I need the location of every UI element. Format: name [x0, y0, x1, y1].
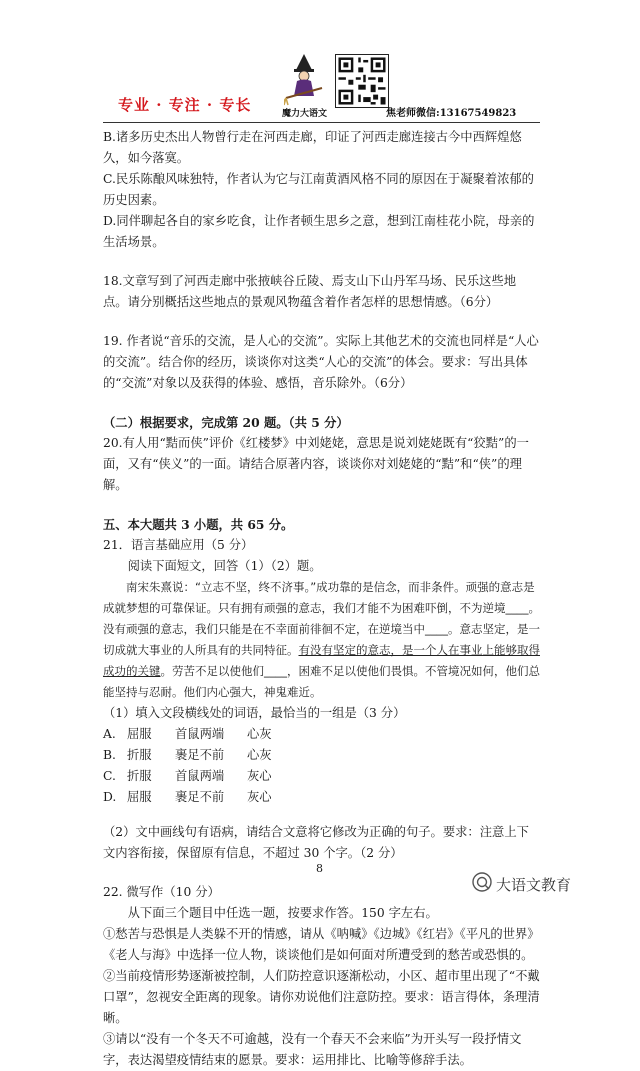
question-21-sub-1: （1）填入文段横线处的词语，最恰当的一组是（3 分）: [103, 706, 406, 720]
passage-underlined-sentence: 有没有坚定的意志，是一个人在事业上能够取得成功的关键: [103, 643, 540, 678]
choice-d: D. 屈服 裹足不前 灰心: [103, 790, 272, 804]
option-d: D.同伴聊起各自的家乡吃食，让作者顿生思乡之意，想到江南桂花小院，母亲的生活场景。: [103, 214, 535, 249]
header-divider: [103, 122, 540, 123]
wechat-official-account-icon: [472, 872, 492, 892]
teacher-contact: 焦老师微信:13167549823: [386, 108, 517, 119]
question-21-instruction: 阅读下面短文，回答（1）（2）题。: [127, 559, 322, 573]
question-20: 20.有人用“黠而侠”评价《红楼梦》中刘姥姥，意思是说刘姥姥既有“狡黠”的一面，又有“侠义”的一面。请结合原著内容，谈谈你对刘姥姥的“黠”和“侠”的理解。: [103, 436, 529, 492]
passage-part-2: 。劳苦不足以使他们____，困难不足以使他们畏惧。不管境况如何，他们总能坚持与忍耐。他们内心强大，神鬼难近。: [103, 664, 540, 699]
slogan: 专业 · 专注 · 专长: [118, 96, 252, 114]
page-number: 8: [316, 862, 323, 875]
qr-code-icon: [335, 54, 389, 108]
question-22-intro: 从下面三个题目中任选一题，按要求作答。150 字左右。: [127, 906, 438, 920]
section-2-heading: （二）根据要求，完成第 20 题。（共 5 分）: [103, 415, 349, 430]
exam-content: [103, 127, 540, 1071]
question-18: 18.文章写到了河西走廊中张掖峡谷丘陵、焉支山下山丹军马场、民乐这些地点。请分别概括这些地点的景观风物蕴含着作者怎样的思想情感。（6分）: [103, 274, 517, 309]
passage-part-1: 南宋朱熹说：“立志不坚，终不济事。”成功靠的是信念，而非条件。顽强的意志是成就梦想的可靠保证。只有拥有顽强的意志，我们才能不为困难吓倒，不为逆境____。没有顽强的意志，我们只能是在不幸面前徘徊不定，在逆境当中____。意志坚定，是一切成就大事业的人所具有的共同特征。: [103, 580, 540, 657]
question-21-sub-2: （2）文中画线句有语病，请结合文意将它修改为正确的句子。要求：注意上下文内容衔接，保留原有信息，不超过 30 个字。（2 分）: [103, 825, 529, 860]
choice-b: B. 折服 裹足不前 心灰: [103, 748, 272, 762]
choice-c: C. 折服 首鼠两端 灰心: [103, 769, 272, 783]
question-22-title: 22. 微写作（10 分）: [103, 885, 220, 899]
question-19: 19. 作者说“音乐的交流，是人心的交流”。实际上其他艺术的交流也同样是“人心的交流”。结合你的经历，谈谈你对这类“人心的交流”的体会。要求：写出具体的“交流”对象以及获得的体验、感悟，音乐除外。（6分）: [103, 334, 539, 390]
option-c: C.民乐陈酿风味独特，作者认为它与江南黄酒风格不同的原因在于凝聚着浓郁的历史因素。: [103, 172, 534, 207]
page-header: [0, 0, 640, 128]
brand-name: 魔力大语文: [282, 109, 328, 119]
option-b: B.诸多历史杰出人物曾行走在河西走廊，印证了河西走廊连接古今中西辉煌悠久，如今落寞。: [103, 130, 522, 165]
question-22-item-2: ②当前疫情形势逐渐被控制，人们防控意识逐渐松动，小区、超市里出现了“不戴口罩”，忽视安全距离的现象。请你劝说他们注意防控。要求：语言得体，条理清晰。: [103, 969, 540, 1025]
choice-a: A. 屈服 首鼠两端 心灰: [103, 727, 272, 741]
question-22-item-1: ①愁苦与恐惧是人类躲不开的情感，请从《呐喊》《边城》《红岩》《平凡的世界》《老人与海》中选择一位人物，谈谈他们是如何面对所遭受到的愁苦或恐惧的。: [103, 927, 540, 962]
question-22-item-3: ③请以“没有一个冬天不可逾越，没有一个春天不会来临”为开头写一段抒情文字，表达渴望疫情结束的愿景。要求：运用排比、比喻等修辞手法。: [103, 1032, 522, 1067]
reading-passage: [103, 577, 540, 703]
watermark: 大语文教育: [496, 876, 572, 894]
section-5-heading: 五、本大题共 3 小题，共 65 分。: [103, 517, 294, 532]
witch-on-broom-icon: [284, 52, 324, 106]
question-21-title: 21．语言基础应用（5 分）: [103, 538, 254, 552]
